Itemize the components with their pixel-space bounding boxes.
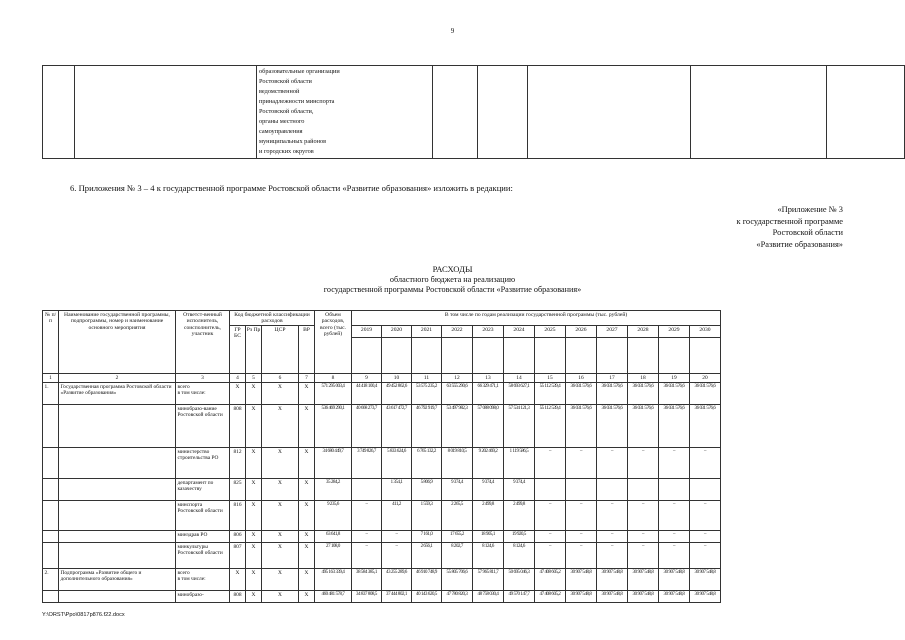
row-rzpr: X: [246, 405, 262, 448]
row-year-value: [535, 479, 566, 501]
row-executor: минздрав РО: [176, 531, 230, 543]
row-year-value: 37 444 802,1: [382, 591, 412, 603]
row-year-value: –: [566, 543, 597, 569]
column-number: 20: [690, 374, 721, 383]
row-rzpr: X: [246, 531, 262, 543]
row-vr: X: [299, 448, 315, 479]
row-year-value: –: [659, 543, 690, 569]
appendix-line: Ростовской области: [772, 228, 843, 237]
column-number: 1: [43, 374, 59, 383]
header-row: [43, 311, 721, 326]
row-year-value: –: [690, 448, 721, 479]
row-year-value: 55 112 539,4: [535, 383, 566, 405]
row-year-value: 9 374,4: [473, 479, 504, 501]
row-year-value: 36 031 576,6: [690, 383, 721, 405]
title-line: областного бюджета на реализацию: [389, 274, 516, 284]
row-rzpr: X: [246, 569, 262, 591]
row-year-value: –: [690, 531, 721, 543]
row-year-value: 36 031 576,6: [659, 405, 690, 448]
column-number: 13: [473, 374, 504, 383]
row-grbs: X: [230, 569, 246, 591]
row-grbs: 812: [230, 448, 246, 479]
table-row: [43, 531, 721, 543]
row-year-value: 36 031 576,6: [597, 405, 628, 448]
row-grbs: 808: [230, 591, 246, 603]
row-vr: X: [299, 531, 315, 543]
row-year-value: 66 329 471,1: [473, 383, 504, 405]
continuation-table: [42, 65, 905, 159]
row-vr: X: [299, 543, 315, 569]
row-total: 460 481 578,7: [315, 591, 352, 603]
row-year-value: 53 575 235,2: [412, 383, 442, 405]
row-year-value: 8 124,6: [473, 543, 504, 569]
row-year-value: 57 965 811,7: [473, 569, 504, 591]
row-year-value: 36 031 576,6: [597, 383, 628, 405]
row-num: 2.: [43, 569, 59, 591]
row-year-value: –: [535, 448, 566, 479]
row-year-value: 30 907 548,8: [659, 591, 690, 603]
header-year: 2025: [535, 326, 566, 338]
row-rzpr: X: [246, 479, 262, 501]
row-year-value: –: [690, 501, 721, 531]
row-year-value: –: [690, 543, 721, 569]
row-name: [59, 448, 176, 479]
row-year-value: 47 408 605,2: [535, 569, 566, 591]
column-number: 15: [535, 374, 566, 383]
row-rzpr: X: [246, 543, 262, 569]
row-year-value: 8 124,6: [504, 543, 535, 569]
row-year-value: 49 452 862,6: [382, 383, 412, 405]
instruction-text: 6. Приложения № 3 – 4 к государственной программе Ростовской области «Развитие образования» изложить в редакции:: [70, 183, 513, 193]
row-year-value: –: [566, 448, 597, 479]
row-vr: X: [299, 569, 315, 591]
row-rzpr: X: [246, 591, 262, 603]
title-line: РАСХОДЫ: [432, 264, 473, 274]
row-num: [43, 479, 59, 501]
row-num: [43, 501, 59, 531]
row-num: 1.: [43, 383, 59, 405]
row-year-value: 2 499,8: [504, 501, 535, 531]
row-rzpr: X: [246, 501, 262, 531]
table-row: [43, 569, 721, 591]
header-executor: Ответст-венный исполнитель, соисполнитель, участник: [176, 311, 230, 374]
row-year-value: –: [597, 543, 628, 569]
column-number: 12: [442, 374, 473, 383]
row-year-value: 30 907 548,8: [628, 569, 659, 591]
row-executor: всего в том числе:: [176, 569, 230, 591]
row-year-value: 47 780 820,3: [442, 591, 473, 603]
row-num: [43, 405, 59, 448]
row-csr: X: [262, 531, 299, 543]
row-year-value: 58 693 627,1: [504, 383, 535, 405]
column-number: 4: [230, 374, 246, 383]
row-year-value: –: [566, 531, 597, 543]
row-year-value: 48 758 030,4: [473, 591, 504, 603]
row-year-value: 36 031 576,6: [566, 383, 597, 405]
row-year-value: –: [352, 531, 382, 543]
appendix-line: к государственной программе: [736, 216, 843, 226]
row-year-value: –: [597, 448, 628, 479]
header-num: № п/п: [43, 311, 59, 374]
row-year-value: –: [566, 501, 597, 531]
file-path-footer: Y:\ORST\Ppo\0817p876.f22.docx: [42, 612, 125, 618]
row-name: [59, 543, 176, 569]
row-year-value: 49 570 147,7: [504, 591, 535, 603]
row-year-value: 1 559,3: [412, 501, 442, 531]
row-year-value: 43 617 472,7: [382, 405, 412, 448]
column-number: 3: [176, 374, 230, 383]
row-vr: X: [299, 591, 315, 603]
row-total: 571 295 003,4: [315, 383, 352, 405]
row-year-value: –: [628, 531, 659, 543]
row-year-value: 46 792 919,7: [412, 405, 442, 448]
row-year-value: –: [628, 501, 659, 531]
row-csr: X: [262, 543, 299, 569]
row-year-value: 30 907 548,8: [566, 591, 597, 603]
row-year-value: 36 031 576,6: [690, 405, 721, 448]
row-year-value: 2 499,8: [473, 501, 504, 531]
header-years-group: В том числе по годам реализации государственной программы (тыс. рублей): [352, 311, 721, 326]
row-year-value: –: [352, 543, 382, 569]
column-number: 9: [352, 374, 382, 383]
row-vr: X: [299, 479, 315, 501]
appendix-line: «Приложение № 3: [777, 205, 843, 214]
row-total: 27 108,0: [315, 543, 352, 569]
row-year-value: 8 019 810,5: [442, 448, 473, 479]
row-year-value: 5 833 624,6: [382, 448, 412, 479]
row-year-value: 18 905,1: [473, 531, 504, 543]
row-name: [59, 531, 176, 543]
column-number: 8: [315, 374, 352, 383]
row-year-value: 17 655,2: [442, 531, 473, 543]
header-name: Наименование государственной программы, подпрограммы, номер и наименование основного мероприятия: [59, 311, 176, 374]
row-year-value: 40 143 620,5: [412, 591, 442, 603]
column-number: 18: [628, 374, 659, 383]
row-executor: минобразо-вание Ростовской области: [176, 405, 230, 448]
row-grbs: 816: [230, 501, 246, 531]
appendix-line: «Развитие образования»: [756, 239, 843, 249]
row-year-value: [690, 479, 721, 501]
row-year-value: 46 910 748,9: [412, 569, 442, 591]
header-year: 2029: [659, 326, 690, 338]
row-executor: минобразо-: [176, 591, 230, 603]
row-year-value: –: [659, 448, 690, 479]
header-year: 2027: [597, 326, 628, 338]
row-total: 35 284,2: [315, 479, 352, 501]
row-name: [59, 405, 176, 448]
row-csr: X: [262, 448, 299, 479]
row-year-value: 55 112 539,4: [535, 405, 566, 448]
row-year-value: 36 031 576,6: [659, 383, 690, 405]
row-rzpr: X: [246, 448, 262, 479]
row-year-value: –: [628, 543, 659, 569]
row-year-value: 47 408 605,2: [535, 591, 566, 603]
row-vr: X: [299, 501, 315, 531]
row-year-value: 9 374,4: [442, 479, 473, 501]
row-year-value: 30 907 548,8: [659, 569, 690, 591]
row-year-value: 50 695 046,3: [504, 569, 535, 591]
row-year-value: 57 088 098,0: [473, 405, 504, 448]
row-year-value: 3 749 826,7: [352, 448, 382, 479]
row-year-value: 38 584 385,1: [352, 569, 382, 591]
row-name: Государственная программа Ростовской области «Развитие образования»: [59, 383, 176, 405]
header-grbs: ГР БС: [230, 326, 246, 374]
row-year-value: 5 806,9: [412, 479, 442, 501]
row-year-value: 34 837 808,5: [352, 591, 382, 603]
row-name: [59, 501, 176, 531]
row-num: [43, 591, 59, 603]
header-budget-code: Код бюджетной классификации расходов: [230, 311, 315, 326]
row-year-value: 30 907 548,8: [690, 569, 721, 591]
row-total: 9 235,6: [315, 501, 352, 531]
row-year-value: –: [628, 448, 659, 479]
column-number: 2: [59, 374, 176, 383]
row-year-value: –: [659, 501, 690, 531]
row-total: 34 680 449,7: [315, 448, 352, 479]
row-year-value: 2 656,1: [412, 543, 442, 569]
row-name: [59, 591, 176, 603]
title-line: государственной программы Ростовской области «Развитие образования»: [323, 285, 582, 294]
row-year-value: 63 555 290,6: [442, 383, 473, 405]
header-year: 2020: [382, 326, 412, 338]
header-year: 2023: [473, 326, 504, 338]
header-year: 2019: [352, 326, 382, 338]
header-year: 2024: [504, 326, 535, 338]
column-number: 19: [659, 374, 690, 383]
row-total: 63 641,8: [315, 531, 352, 543]
table-row: [43, 543, 721, 569]
row-name: [59, 479, 176, 501]
row-year-value: 55 805 706,6: [442, 569, 473, 591]
row-year-value: [597, 479, 628, 501]
row-year-value: –: [597, 531, 628, 543]
row-executor: министерство строительства РО: [176, 448, 230, 479]
row-num: [43, 531, 59, 543]
row-year-value: [352, 479, 382, 501]
table-row: [43, 405, 721, 448]
row-year-value: 30 907 548,8: [597, 591, 628, 603]
column-number: 16: [566, 374, 597, 383]
column-number: 10: [382, 374, 412, 383]
continuation-row: [43, 66, 905, 159]
column-number: 17: [597, 374, 628, 383]
row-year-value: 7 161,0: [412, 531, 442, 543]
header-year: 2021: [412, 326, 442, 338]
row-year-value: 8 202,7: [442, 543, 473, 569]
row-rzpr: X: [246, 383, 262, 405]
column-number: 6: [262, 374, 299, 383]
row-year-value: –: [535, 543, 566, 569]
row-year-value: 30 907 548,8: [628, 591, 659, 603]
page-number: 9: [450, 27, 455, 35]
row-executor: минспорта Ростовской области: [176, 501, 230, 531]
table-row: [43, 383, 721, 405]
row-year-value: 36 031 576,6: [566, 405, 597, 448]
row-year-value: 53 497 982,3: [442, 405, 473, 448]
row-year-value: 411,2: [382, 501, 412, 531]
row-year-value: 36 031 576,6: [628, 383, 659, 405]
row-year-value: 36 031 576,6: [628, 405, 659, 448]
row-vr: X: [299, 383, 315, 405]
table-row: [43, 479, 721, 501]
row-year-value: 43 255 289,6: [382, 569, 412, 591]
row-year-value: 9 374,4: [504, 479, 535, 501]
column-number: 7: [299, 374, 315, 383]
table-row: [43, 501, 721, 531]
row-year-value: 30 907 548,8: [597, 569, 628, 591]
continuation-executor: образовательные организации Ростовской области ведомственной принадлежности минспорта Ростовской области, органы местного самоуправления муниципальных районов и городских округов: [257, 66, 433, 159]
row-year-value: –: [535, 531, 566, 543]
row-year-value: –: [382, 543, 412, 569]
column-number: 14: [504, 374, 535, 383]
row-year-value: –: [659, 531, 690, 543]
row-year-value: [566, 479, 597, 501]
row-year-value: [628, 479, 659, 501]
row-grbs: 807: [230, 543, 246, 569]
row-year-value: –: [352, 501, 382, 531]
row-grbs: 808: [230, 405, 246, 448]
row-executor: департамент по казачеству: [176, 479, 230, 501]
row-grbs: 806: [230, 531, 246, 543]
row-csr: X: [262, 479, 299, 501]
header-csr: ЦСР: [262, 326, 299, 374]
row-year-value: 6 765 132,2: [412, 448, 442, 479]
row-grbs: X: [230, 383, 246, 405]
row-name: Подпрограмма «Развитие общего и дополнительного образования»: [59, 569, 176, 591]
row-year-value: 40 668 273,7: [352, 405, 382, 448]
column-number: 11: [412, 374, 442, 383]
row-csr: X: [262, 501, 299, 531]
row-vr: X: [299, 405, 315, 448]
row-executor: всего в том числе:: [176, 383, 230, 405]
row-year-value: 1 119 586,5: [504, 448, 535, 479]
row-total: 536 469 290,1: [315, 405, 352, 448]
row-year-value: 57 534 121,3: [504, 405, 535, 448]
header-volume: Объем расходов, всего (тыс. рублей): [315, 311, 352, 374]
table-row: [43, 591, 721, 603]
row-year-value: 1 354,1: [382, 479, 412, 501]
table-row: [43, 448, 721, 479]
row-year-value: 30 907 548,8: [566, 569, 597, 591]
row-year-value: –: [382, 531, 412, 543]
column-number: 5: [246, 374, 262, 383]
row-csr: X: [262, 591, 299, 603]
expenses-table: [42, 310, 721, 603]
row-year-value: –: [597, 501, 628, 531]
row-executor: минкультуры Ростовской области: [176, 543, 230, 569]
row-csr: X: [262, 569, 299, 591]
header-rzpr: Рз Пр: [246, 326, 262, 374]
row-num: [43, 448, 59, 479]
row-year-value: [659, 479, 690, 501]
row-grbs: 825: [230, 479, 246, 501]
row-year-value: 44 418 100,4: [352, 383, 382, 405]
header-vr: ВР: [299, 326, 315, 374]
column-number-row: [43, 374, 721, 383]
header-year: 2028: [628, 326, 659, 338]
row-year-value: 2 265,5: [442, 501, 473, 531]
row-total: 495 163 339,4: [315, 569, 352, 591]
row-year-value: 30 907 548,8: [690, 591, 721, 603]
header-year: 2030: [690, 326, 721, 338]
row-num: [43, 543, 59, 569]
header-year: 2022: [442, 326, 473, 338]
row-csr: X: [262, 383, 299, 405]
row-year-value: 9 202 469,2: [473, 448, 504, 479]
row-csr: X: [262, 405, 299, 448]
row-year-value: –: [535, 501, 566, 531]
row-year-value: 19 920,5: [504, 531, 535, 543]
header-year: 2026: [566, 326, 597, 338]
appendix-header: [543, 204, 843, 250]
document-title: [0, 264, 905, 296]
